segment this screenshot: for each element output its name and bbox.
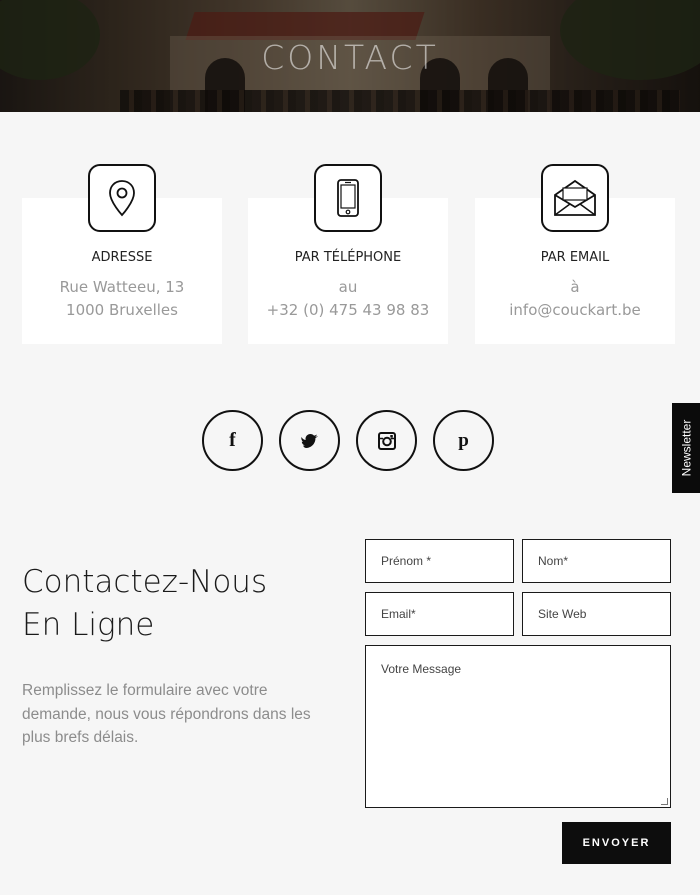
page-title: CONTACT bbox=[261, 38, 439, 77]
newsletter-tab[interactable] bbox=[672, 403, 700, 493]
envelope-icon bbox=[541, 164, 609, 232]
instagram-button[interactable] bbox=[356, 410, 417, 471]
last-name-placeholder: Nom* bbox=[538, 554, 569, 568]
hero-banner bbox=[0, 0, 700, 112]
newsletter-label: Newsletter bbox=[679, 419, 693, 477]
website-field[interactable] bbox=[522, 592, 671, 636]
email-placeholder: Email* bbox=[381, 607, 416, 621]
message-placeholder: Votre Message bbox=[381, 662, 462, 676]
email-prefix: à bbox=[570, 278, 580, 296]
pinterest-icon: p bbox=[458, 429, 469, 451]
phone-number[interactable]: +32 (0) 475 43 98 83 bbox=[266, 301, 430, 319]
map-pin-icon bbox=[88, 164, 156, 232]
phone-title: PAR TÉLÉPHONE bbox=[294, 250, 402, 265]
send-button[interactable]: ENVOYER bbox=[562, 822, 671, 864]
first-name-placeholder: Prénom * bbox=[381, 554, 432, 568]
facebook-button[interactable] bbox=[202, 410, 263, 471]
contact-heading-line2: En Ligne bbox=[22, 607, 155, 643]
website-placeholder: Site Web bbox=[538, 607, 587, 621]
email-title: PAR EMAIL bbox=[540, 250, 610, 265]
first-name-field[interactable] bbox=[365, 539, 514, 583]
message-textarea[interactable] bbox=[365, 645, 671, 808]
email-address[interactable]: info@couckart.be bbox=[509, 301, 641, 319]
address-line: Rue Watteeu, 13 bbox=[59, 278, 185, 296]
last-name-field[interactable] bbox=[522, 539, 671, 583]
pinterest-button[interactable] bbox=[433, 410, 494, 471]
instagram-icon bbox=[378, 432, 396, 450]
address-title: ADRESSE bbox=[91, 250, 153, 265]
email-field[interactable] bbox=[365, 592, 514, 636]
facebook-icon: f bbox=[229, 429, 236, 451]
phone-prefix: au bbox=[338, 278, 358, 296]
twitter-button[interactable] bbox=[279, 410, 340, 471]
contact-description: Remplissez le formulaire avec votre demande, nous vous répondrons dans les plus brefs délais. bbox=[22, 682, 311, 746]
address-city: 1000 Bruxelles bbox=[66, 301, 178, 319]
resize-handle-icon[interactable] bbox=[661, 798, 668, 805]
twitter-icon bbox=[301, 434, 319, 448]
smartphone-icon bbox=[314, 164, 382, 232]
contact-heading bbox=[22, 561, 322, 647]
contact-heading-line1: Contactez-Nous bbox=[22, 564, 268, 600]
